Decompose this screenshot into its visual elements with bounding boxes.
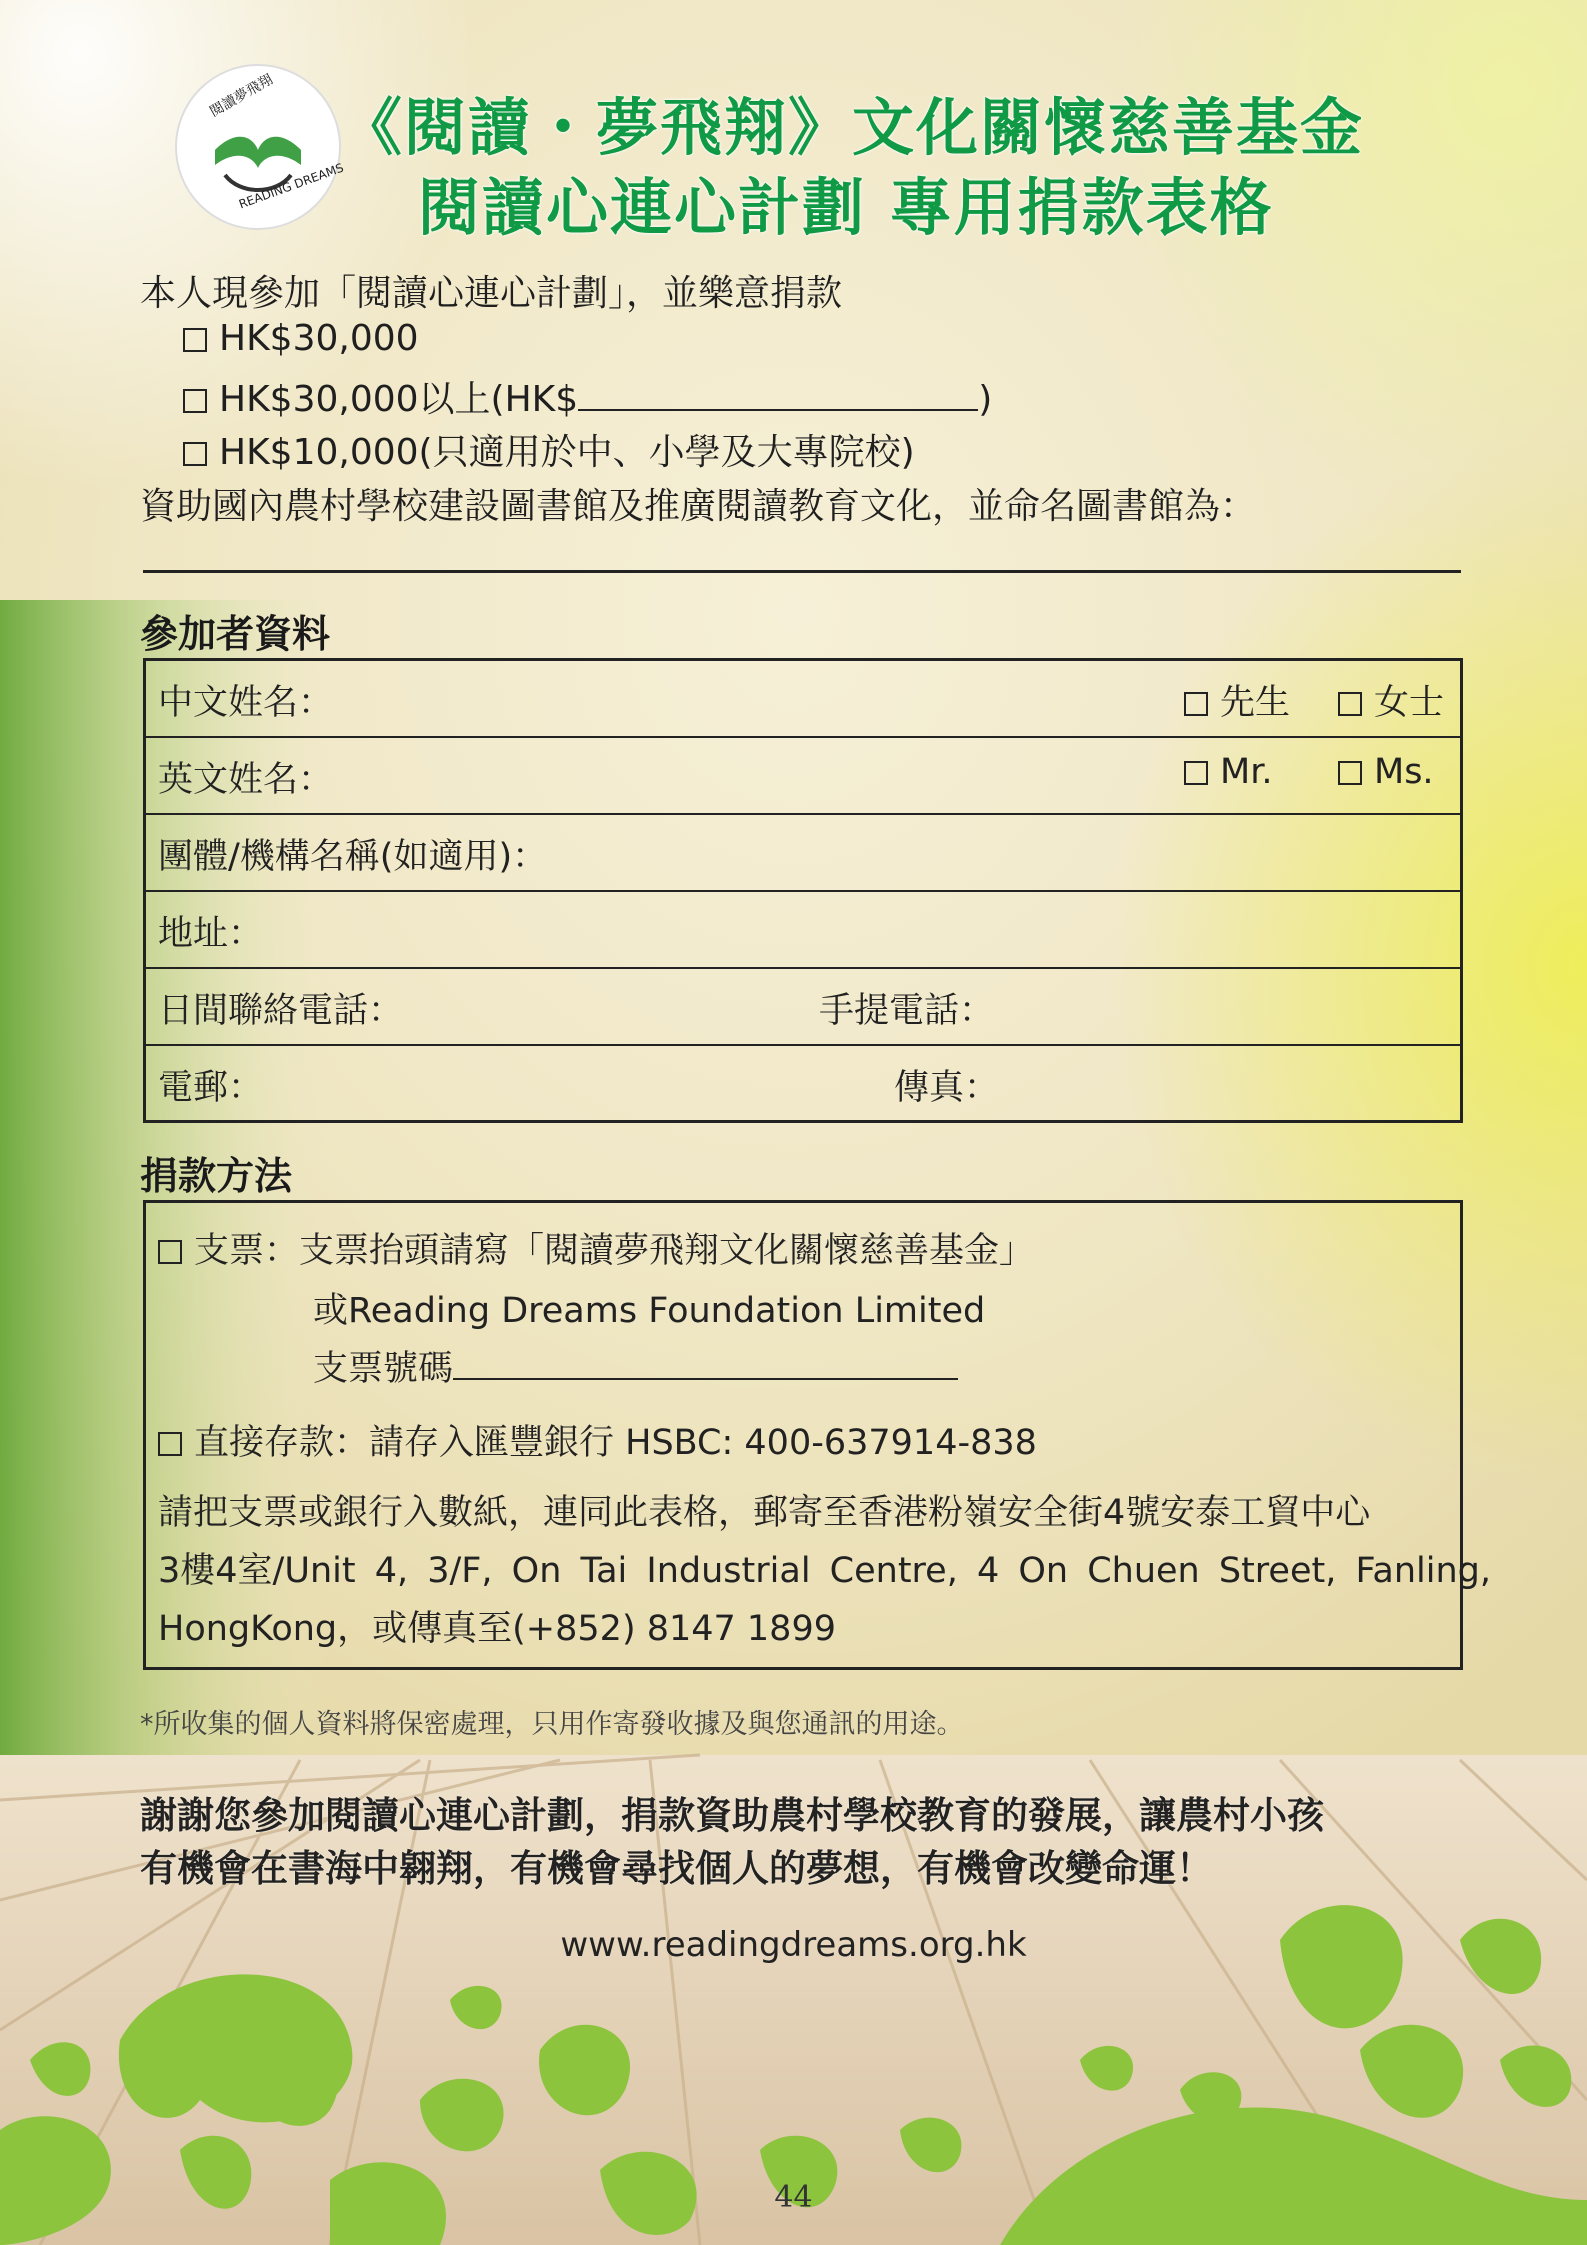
option-label: HK$30,000以上(HK$ xyxy=(219,379,579,420)
privacy-note: *所收集的個人資料將保密處理，只用作寄發收據及與您通訊的用途。 xyxy=(140,1709,964,1740)
page-number: 44 xyxy=(774,2180,813,2215)
address-row[interactable] xyxy=(146,892,1460,969)
mobile-label: 手提電話： xyxy=(819,991,995,1031)
chinese-name-label: 中文姓名： xyxy=(158,683,334,723)
amount-field[interactable] xyxy=(578,379,978,411)
option-10000[interactable] xyxy=(183,424,915,475)
thanks-line-2: 有機會在書海中翱翔，有機會尋找個人的夢想，有機會改變命運！ xyxy=(140,1847,1213,1890)
checkbox[interactable] xyxy=(183,389,207,413)
option-suffix: ) xyxy=(978,379,993,420)
mr-cn-label: 先生 xyxy=(1220,683,1291,723)
english-name-label: 英文姓名： xyxy=(158,760,334,800)
participant-heading: 參加者資料 xyxy=(140,612,331,656)
mr-option[interactable] xyxy=(1184,752,1273,792)
english-name-row[interactable] xyxy=(146,738,1460,815)
chinese-name-row[interactable] xyxy=(146,661,1460,738)
deposit-label: 直接存款：請存入匯豐銀行 HSBC: 400-637914-838 xyxy=(194,1423,1037,1463)
donation-intro: 本人現參加「閱讀心連心計劃」，並樂意捐款 xyxy=(140,273,843,314)
checkbox[interactable] xyxy=(1184,761,1208,785)
checkbox[interactable] xyxy=(1184,692,1208,716)
checkbox[interactable] xyxy=(158,1432,182,1456)
checkbox[interactable] xyxy=(158,1240,182,1264)
mail-line-2: 3樓4室/Unit 4, 3/F, On Tai Industrial Centre, 4 On Chuen Street, Fanling, xyxy=(158,1551,1491,1591)
cheque-label: 支票：支票抬頭請寫「閱讀夢飛翔文化關懷慈善基金」 xyxy=(194,1231,1035,1271)
title-line-2: 閱讀心連心計劃 專用捐款表格 xyxy=(418,171,1274,244)
donation-purpose: 資助國內農村學校建設圖書館及推廣閱讀教育文化，並命名圖書館為： xyxy=(140,486,1257,527)
cheque-number[interactable] xyxy=(313,1341,958,1391)
cheque-number-label: 支票號碼 xyxy=(313,1349,454,1389)
option-above-30000[interactable] xyxy=(183,371,992,422)
mail-line-3: HongKong，或傳真至(+852) 8147 1899 xyxy=(158,1609,836,1649)
ms-label: Ms. xyxy=(1374,752,1434,792)
website-link[interactable]: www.readingdreams.org.hk xyxy=(560,1925,1027,1965)
cheque-number-field[interactable] xyxy=(453,1348,958,1380)
option-label: HK$30,000 xyxy=(219,318,419,359)
mr-label: Mr. xyxy=(1220,752,1273,792)
option-label: HK$10,000(只適用於中、小學及大專院校) xyxy=(219,432,915,473)
email-label: 電郵： xyxy=(158,1068,264,1108)
library-name-field[interactable] xyxy=(143,570,1461,573)
organization-label: 團體/機構名稱(如適用)： xyxy=(158,837,548,877)
ms-cn-option[interactable] xyxy=(1338,675,1444,725)
phone-row[interactable] xyxy=(146,969,1460,1046)
checkbox[interactable] xyxy=(1338,692,1362,716)
fax-label: 傳真： xyxy=(894,1068,1000,1108)
ms-option[interactable] xyxy=(1338,752,1434,792)
payment-heading: 捐款方法 xyxy=(140,1154,293,1198)
checkbox[interactable] xyxy=(183,328,207,352)
logo-text: READING DREAMS xyxy=(236,160,346,212)
cheque-option[interactable] xyxy=(158,1223,1034,1273)
title-line-1: 《閱讀・夢飛翔》文化關懷慈善基金 xyxy=(340,91,1365,164)
logo xyxy=(178,67,346,227)
mr-cn-option[interactable] xyxy=(1184,675,1290,725)
email-row[interactable] xyxy=(146,1046,1460,1123)
deposit-option[interactable] xyxy=(158,1415,1037,1465)
address-label: 地址： xyxy=(158,914,264,954)
organization-row[interactable] xyxy=(146,815,1460,892)
checkbox[interactable] xyxy=(1338,761,1362,785)
payment-box xyxy=(143,1200,1491,1670)
participant-table xyxy=(143,658,1463,1123)
cheque-alt: 或Reading Dreams Foundation Limited xyxy=(313,1291,986,1331)
thanks-line-1: 謝謝您參加閱讀心連心計劃，捐款資助農村學校教育的發展，讓農村小孩 xyxy=(140,1794,1324,1837)
logo-text-cn: 閱讀夢飛翔 xyxy=(207,71,276,121)
option-30000[interactable] xyxy=(183,318,419,359)
ms-cn-label: 女士 xyxy=(1374,683,1445,723)
checkbox[interactable] xyxy=(183,442,207,466)
mail-line-1: 請把支票或銀行入數紙，連同此表格，郵寄至香港粉嶺安全街4號安泰工貿中心 xyxy=(158,1493,1371,1533)
day-phone-label: 日間聯絡電話： xyxy=(158,991,404,1031)
